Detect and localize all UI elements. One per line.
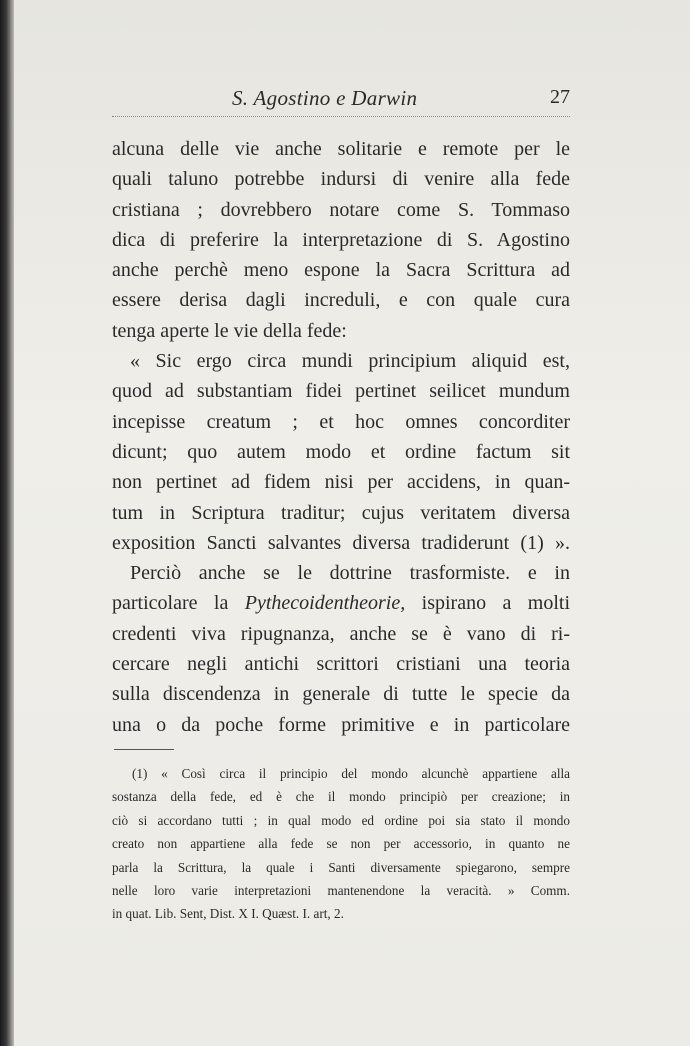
footnote-line: in quat. Lib. Sent, Dist. X I. Quæst. I. art, 2. xyxy=(112,906,344,922)
footnote-line: parla la Scrittura, la quale i Santi diversamente spiegarono, sempre xyxy=(112,859,570,875)
text-segment: ispirano a molti xyxy=(405,592,570,615)
text-line: tum in Scriptura traditur; cujus veritatem diversa xyxy=(112,501,570,524)
text-line: tenga aperte le vie della fede: xyxy=(112,319,347,342)
footnote-line: creato non appartiene alla fede se non per accessorio, in quanto ne xyxy=(112,836,570,852)
text-line: sulla discendenza in generale di tutte le specie da xyxy=(112,683,570,706)
text-line: essere derisa dagli increduli, e con quale cura xyxy=(112,289,570,312)
footnote-divider xyxy=(114,749,174,750)
text-line: non pertinet ad fidem nisi per accidens, in quan- xyxy=(112,471,570,494)
text-line: « Sic ergo circa mundi principium aliquid est, xyxy=(130,350,570,373)
text-line: exposition Sancti salvantes diversa tradiderunt (1) ». xyxy=(112,531,570,554)
text-line: alcuna delle vie anche solitarie e remote per le xyxy=(112,138,570,160)
footnote-line: nelle loro varie interpretazioni mantenendone la veracità. » Comm. xyxy=(112,882,570,898)
text-line: una o da poche forme primitive e in particolare xyxy=(112,713,570,736)
book-spine-shadow xyxy=(0,0,14,1046)
page-header xyxy=(112,84,572,114)
text-line: dica di preferire la interpretazione di S. Agostino xyxy=(112,228,570,251)
text-line: quali taluno potrebbe indursi di venire alla fede xyxy=(112,168,570,191)
text-segment: particolare la xyxy=(112,592,245,615)
text-line: anche perchè meno espone la Sacra Scrittura ad xyxy=(112,259,570,282)
footnote-line: sostanza della fede, ed è che il mondo principiò per creazione; in xyxy=(112,789,570,805)
footnote xyxy=(112,762,570,926)
text-line xyxy=(112,588,570,618)
text-line: credenti viva ripugnanza, anche se è vano di ri- xyxy=(112,622,570,645)
italic-term: Pythecoidentheorie, xyxy=(244,592,406,615)
header-divider xyxy=(112,116,570,117)
text-line: Perciò anche se le dottrine trasformiste. e in xyxy=(130,562,570,585)
text-line: cercare negli antichi scrittori cristiani una teoria xyxy=(112,653,570,676)
text-line: incepisse creatum ; et hoc omnes concorditer xyxy=(112,410,570,433)
text-line: dicunt; quo autem modo et ordine factum sit xyxy=(112,440,570,463)
running-title: S. Agostino e Darwin xyxy=(232,86,418,110)
footnote-line: ciò si accordano tutti ; in qual modo ed ordine poi sia stato il mondo xyxy=(112,812,570,828)
page-number: 27 xyxy=(550,86,570,108)
text-line: cristiana ; dovrebbero notare come S. Tommaso xyxy=(112,198,570,221)
text-line: quod ad substantiam fidei pertinet seilicet mundum xyxy=(112,380,570,403)
body-text xyxy=(112,134,570,740)
footnote-line: (1) « Così circa il principio del mondo alcunchè appartiene alla xyxy=(132,766,570,781)
